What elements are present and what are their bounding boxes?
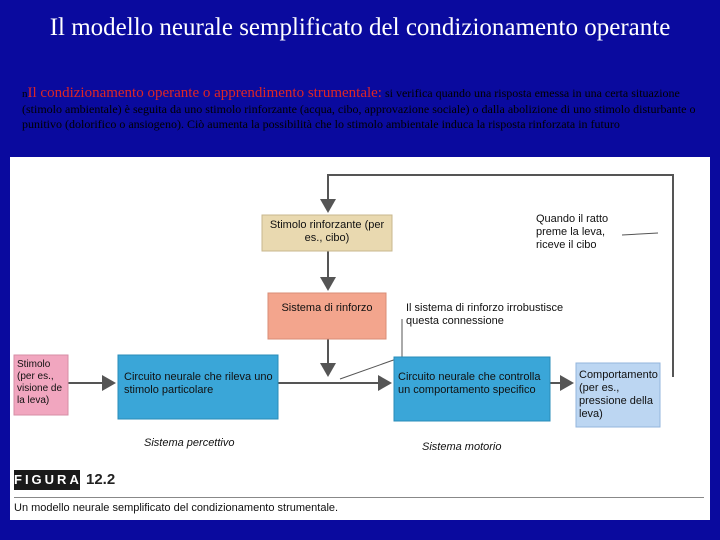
stimulus-text: Stimolo (per es., visione de la leva) (17, 359, 63, 406)
motor-system-label: Sistema motorio (422, 441, 502, 453)
behavior-text: Comportamento (per es., pressione della leva) (579, 369, 658, 420)
motor-circuit-text: Circuito neurale che controlla un comportamento specifico (398, 371, 541, 396)
perceptive-system-label: Sistema percettivo (144, 437, 235, 449)
reinforcer-text: Stimolo rinforzante (per es., cibo) (269, 219, 385, 244)
bullet-marker: n (22, 88, 28, 100)
reinforcement-system-box (268, 293, 386, 339)
slide-body (22, 86, 702, 132)
definition-lead: Il condizionamento operante o apprendimento strumentale: (27, 85, 382, 101)
feedback-loop-arrow (328, 175, 673, 377)
reinforcement-system-note: Il sistema di rinforzo irrobustisce questa connessione (406, 302, 564, 327)
figure-label: FIGURA (14, 470, 80, 490)
diagram-canvas (10, 157, 710, 520)
reinforcement-system-text: Sistema di rinforzo (281, 302, 373, 314)
definition-text: si verifica quando una risposta emessa in una certa situazione (stimolo ambientale) è seguita da uno stimolo rinforzante (acqua, cibo, approvazione sociale) o dalla abolizione di uno stimolo disturbante o punitivo (dolorifico o ansiogeno). Ciò aumenta la possibilità che lo stimolo ambientale induca la risposta rinforzata in futuro (22, 86, 696, 131)
perceptive-circuit-text: Circuito neurale che rileva uno stimolo particolare (124, 371, 273, 396)
reinforcer-note-leader (622, 233, 658, 235)
figure-caption: Un modello neurale semplificato del condizionamento strumentale. (14, 497, 704, 514)
reinforcer-note: Quando il ratto preme la leva, riceve il cibo (536, 213, 609, 251)
figure-number: 12.2 (86, 471, 116, 488)
figure-panel (10, 157, 710, 520)
slide-title: Il modello neurale semplificato del condizionamento operante (49, 14, 671, 41)
